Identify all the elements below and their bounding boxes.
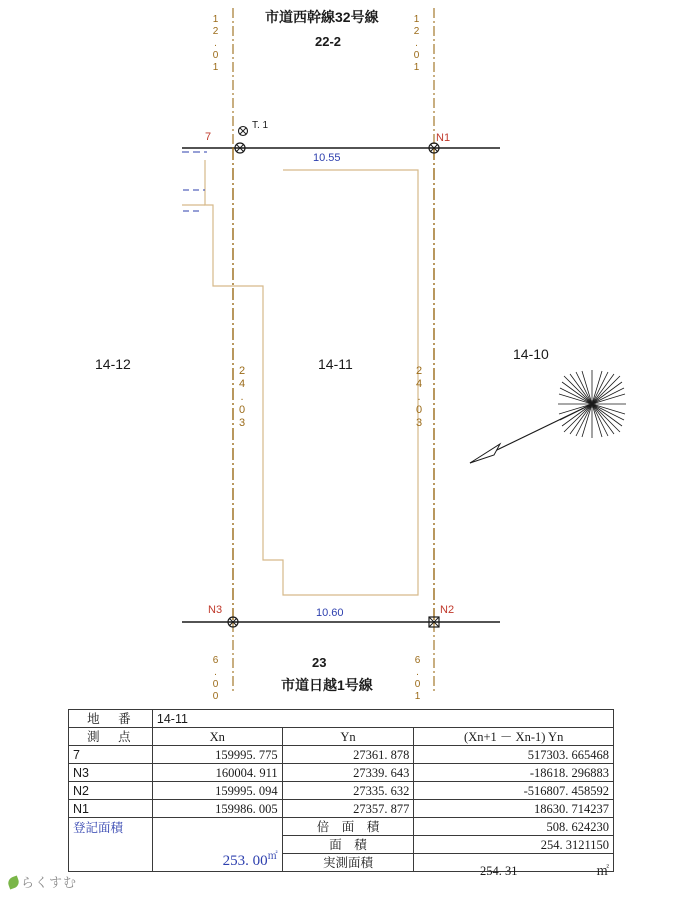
table-header-row [69,728,614,746]
point-label-n3: N3 [208,604,223,616]
bottom-road-number: 23 [312,655,327,670]
row-formula: -516807. 458592 [414,782,614,800]
point-label-n1: N1 [436,132,451,144]
chiban-label: 地 番 [69,710,153,728]
point-label-7: 7 [205,131,212,143]
row-xn: 160004. 911 [152,764,282,782]
summary-value-double-area: 508. 624230 [414,818,614,836]
row-xn: 159995. 775 [152,746,282,764]
row-yn: 27357. 877 [282,800,414,818]
summary-unit-measured: ㎡ [596,863,609,878]
parcel-label-left: 14-12 [95,356,131,372]
top-road-number: 22-2 [315,34,342,49]
row-yn: 27361. 878 [282,746,414,764]
row-xn: 159986. 005 [152,800,282,818]
bottom-road-label: 市道日越1号線 [281,677,373,693]
row-formula: 517303. 665468 [414,746,614,764]
row-point: 7 [69,746,153,764]
dim-bottom-right-offset: 6.01 [412,655,423,703]
dim-left-side: 24.03 [236,365,248,430]
row-xn: 159995. 094 [152,782,282,800]
registered-area-label: 登記面積 [73,821,124,835]
header-xn: Xn [152,728,282,746]
table-row-double-area [69,818,614,836]
watermark [8,872,77,891]
summary-label-double-area: 倍 面 積 [282,818,414,836]
header-point: 測 点 [69,728,153,746]
chiban-value: 14-11 [152,710,613,728]
registered-area-label-cell [69,818,153,872]
row-yn: 27335. 632 [282,782,414,800]
table-row [69,782,614,800]
north-arrow-icon [470,370,626,463]
dim-bottom-edge: 10.60 [316,607,344,619]
row-point: N3 [69,764,153,782]
dim-top-left-offset: 12.01 [210,14,221,74]
row-point: N1 [69,800,153,818]
summary-value-measured-cell [414,854,614,878]
leaf-icon [6,875,20,889]
dim-top-right-offset: 12.01 [411,14,422,74]
dim-bottom-left-offset: 6.00 [210,655,221,703]
table-row [69,800,614,818]
dim-right-side: 24.03 [413,365,425,430]
summary-label-area: 面 積 [282,836,414,854]
table-row [69,746,614,764]
header-yn: Yn [282,728,414,746]
summary-label-measured: 実測面積 [282,854,414,872]
point-marker-t1 [239,127,248,136]
top-road-label: 市道西幹線32号線 [265,9,379,25]
table-row-chiban [69,710,614,728]
registered-area-value: 253. 00 [222,853,268,869]
survey-data-table [68,709,614,878]
row-formula: -18618. 296883 [414,764,614,782]
registered-area-cell [152,818,282,872]
table-row [69,764,614,782]
parcel-label-right: 14-10 [513,346,549,362]
row-formula: 18630. 714237 [414,800,614,818]
row-yn: 27339. 643 [282,764,414,782]
parcel-label-center: 14-11 [318,356,353,372]
dim-top-edge: 10.55 [313,152,341,164]
watermark-text: らくすむ [21,875,78,890]
point-label-t1: T. 1 [252,120,269,131]
row-point: N2 [69,782,153,800]
summary-value-area: 254. 3121150 [414,836,614,854]
header-formula: (Xn+1 － Xn-1) Yn [414,728,614,746]
registered-area-unit: ㎡ [267,851,278,862]
point-label-n2: N2 [440,604,455,616]
summary-value-measured: 254. 31 [479,863,518,878]
